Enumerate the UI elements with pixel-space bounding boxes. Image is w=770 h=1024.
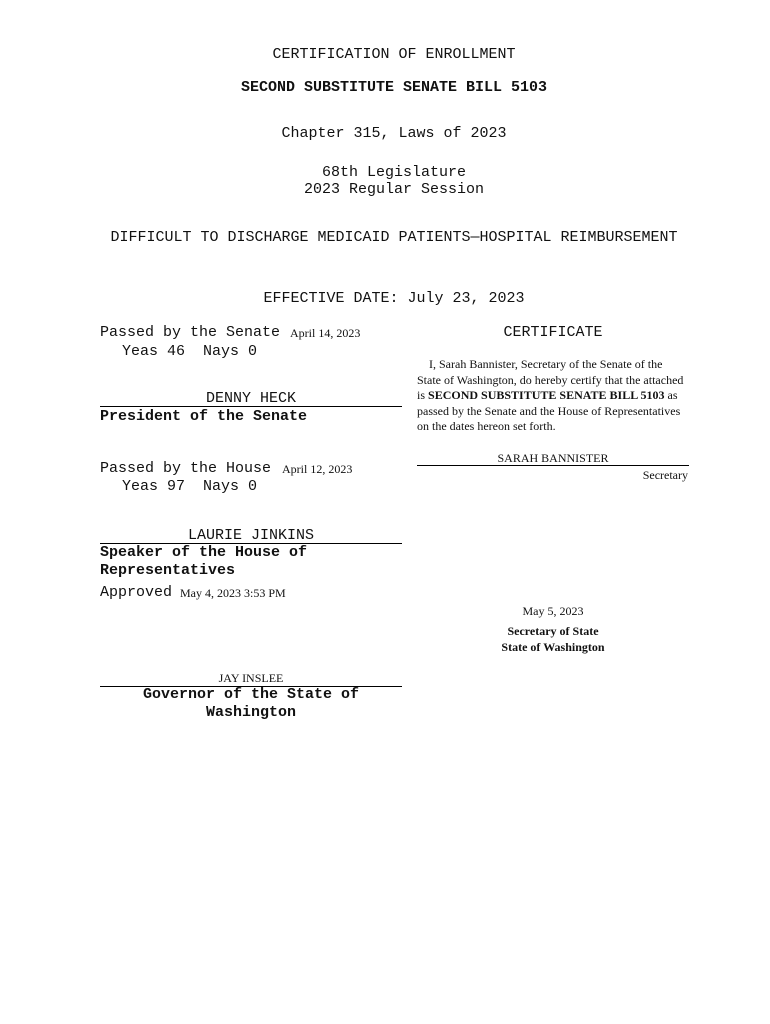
effective-date: EFFECTIVE DATE: July 23, 2023: [263, 290, 525, 307]
filed-date: May 5, 2023: [522, 604, 584, 618]
certificate-text: [417, 357, 689, 435]
certificate-signer-title: Secretary: [642, 468, 688, 482]
certification-heading: CERTIFICATION OF ENROLLMENT: [272, 46, 516, 63]
house-speaker-title-line2: Representatives: [100, 562, 236, 579]
filed-office-line1: Secretary of State: [507, 624, 599, 638]
chapter-line: Chapter 315, Laws of 2023: [281, 125, 507, 142]
session-line: 2023 Regular Session: [303, 181, 485, 198]
filed-office-line2: State of Washington: [501, 640, 605, 654]
governor-title-line1: Governor of the State of: [142, 686, 360, 703]
senate-passed-label: Passed by the Senate: [100, 324, 281, 341]
house-passed-date: April 12, 2023: [282, 462, 353, 476]
governor-title-line2: Washington: [205, 704, 296, 721]
certificate-text-part2: as passed by the Senate and the House of Representatives on the dates hereon set forth.: [417, 388, 681, 433]
governor-signer: JAY INSLEE: [218, 671, 284, 685]
senate-passed-date: April 14, 2023: [290, 326, 361, 340]
house-votes: Yeas 97 Nays 0: [122, 478, 258, 495]
certificate-text-part1: I, Sarah Bannister, Secretary of the Senate of the State of Washington, do hereby certify that the attached is: [417, 357, 684, 402]
bill-title: SECOND SUBSTITUTE SENATE BILL 5103: [240, 79, 548, 96]
house-speaker-title-line1: Speaker of the House of: [100, 544, 308, 561]
approved-label: Approved: [100, 584, 173, 601]
house-signer: LAURIE JINKINS: [187, 527, 315, 544]
senate-president-title: President of the Senate: [100, 408, 308, 425]
senate-signer: DENNY HECK: [205, 390, 296, 407]
certificate-heading: CERTIFICATE: [503, 324, 603, 341]
senate-votes: Yeas 46 Nays 0: [122, 343, 258, 360]
bill-subject: DIFFICULT TO DISCHARGE MEDICAID PATIENTS—HOSPITAL REIMBURSEMENT: [110, 229, 678, 246]
certificate-bill-name: SECOND SUBSTITUTE SENATE BILL 5103: [428, 388, 665, 402]
approved-date: May 4, 2023 3:53 PM: [180, 586, 286, 600]
certificate-signature-line: [417, 465, 689, 466]
legislature-line: 68th Legislature: [321, 164, 467, 181]
certificate-signer: SARAH BANNISTER: [497, 451, 609, 465]
senate-signature-line: [100, 406, 402, 407]
house-passed-label: Passed by the House: [100, 460, 272, 477]
